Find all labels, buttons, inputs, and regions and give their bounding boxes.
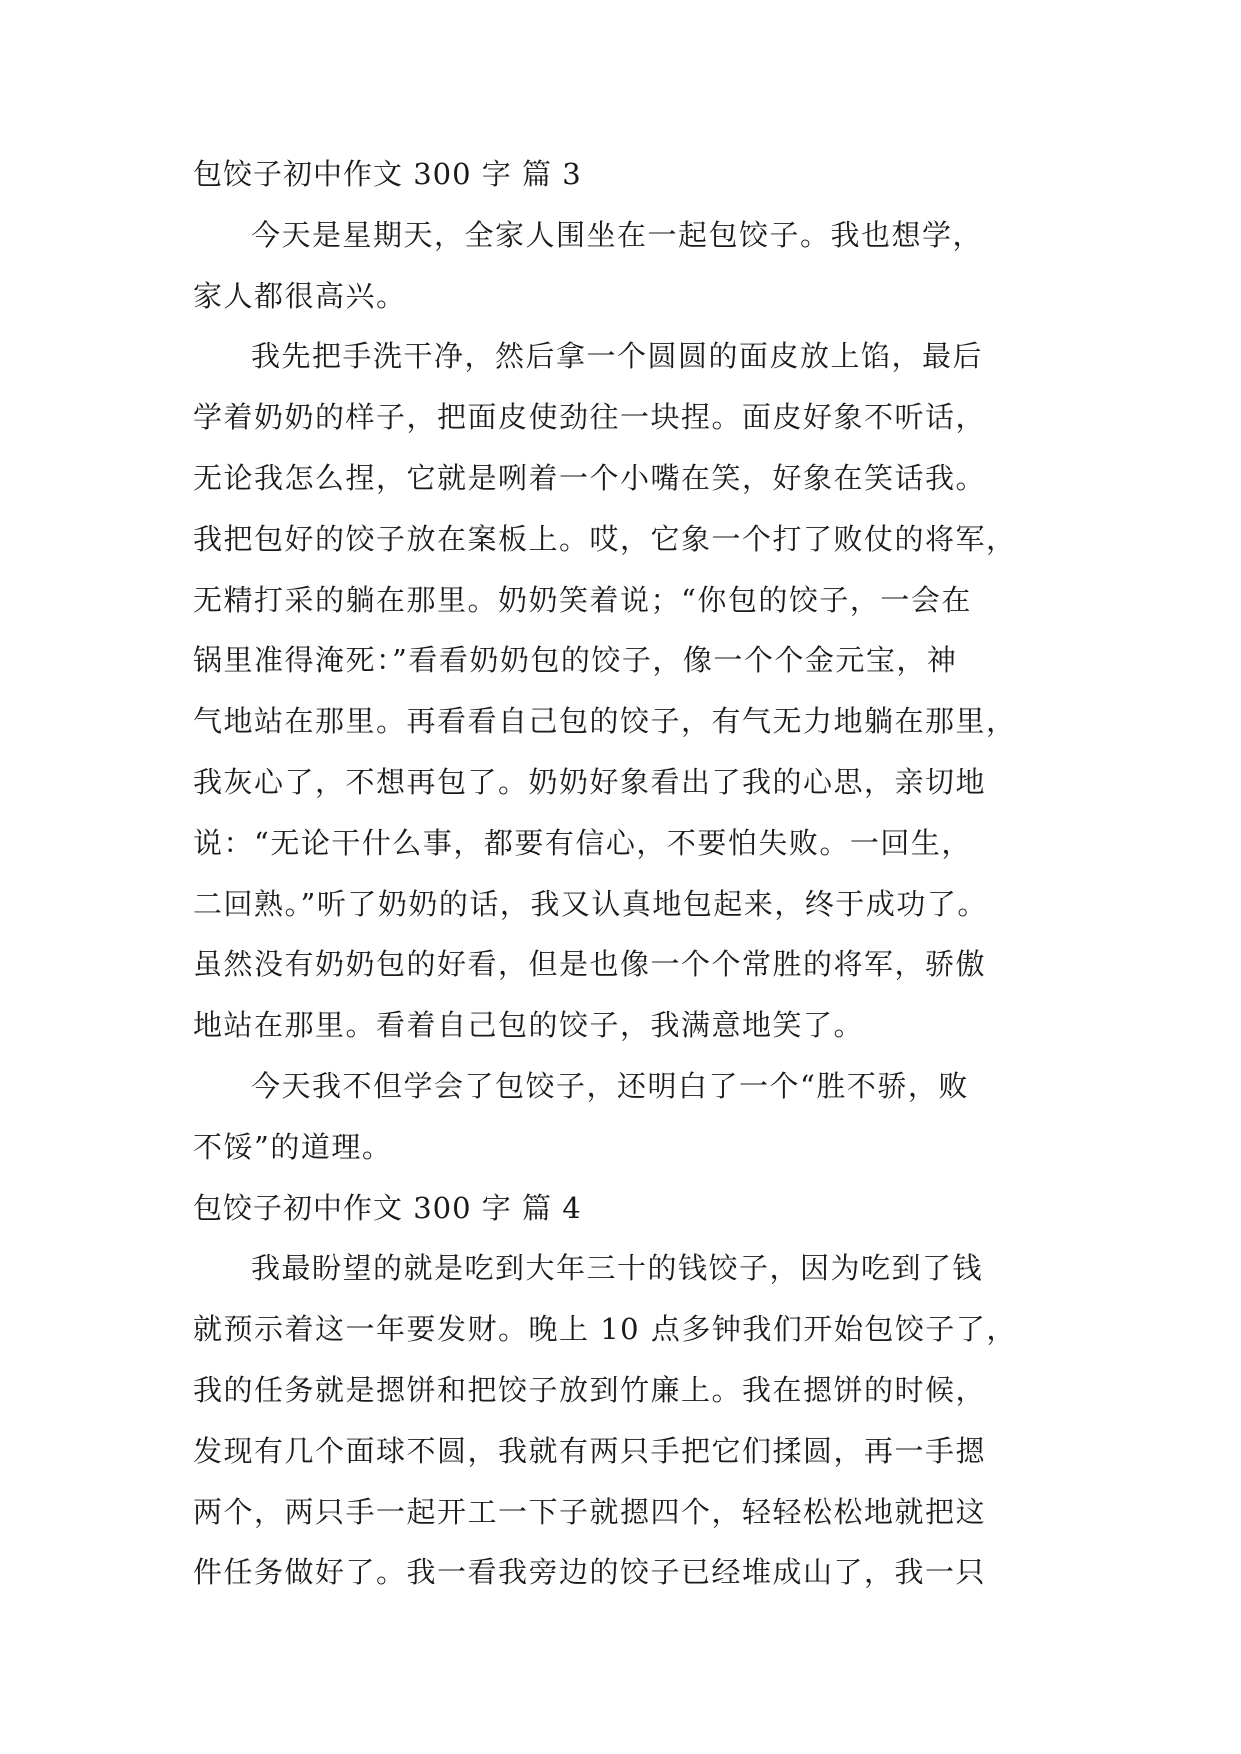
body-text-line: 无精打采的躺在那里。奶奶笑着说；“你包的饺子，一会在 <box>193 582 972 617</box>
body-text-line: 两个，两只手一起开工一下子就摁四个，轻轻松松地就把这 <box>193 1494 987 1529</box>
body-text-line: 我的任务就是摁饼和把饺子放到竹廉上。我在摁饼的时候， <box>193 1372 987 1407</box>
section-heading: 包饺子初中作文 300 字 篇 4 <box>193 1190 582 1225</box>
body-text-line: 二回熟。”听了奶奶的话，我又认真地包起来，终于成功了。 <box>193 886 988 921</box>
body-text-line: 说：“无论干什么事，都要有信心，不要怕失败。一回生， <box>193 825 972 860</box>
section-heading: 包饺子初中作文 300 字 篇 3 <box>193 157 582 191</box>
body-text-line: 不馁”的道理。 <box>193 1129 393 1164</box>
paragraph-first-line: 今天我不但学会了包饺子，还明白了一个“胜不骄，败 <box>251 1068 969 1103</box>
body-text-line: 虽然没有奶奶包的好看，但是也像一个个常胜的将军，骄傲 <box>193 947 987 982</box>
body-text-line: 就预示着这一年要发财。晚上 10 点多钟我们开始包饺子了， <box>193 1312 1017 1347</box>
body-text-line: 件任务做好了。我一看我旁边的饺子已经堆成山了，我一只 <box>193 1555 987 1590</box>
body-text-line: 无论我怎么捏，它就是咧着一个小嘴在笑，好象在笑话我。 <box>193 460 987 495</box>
body-text-line: 我把包好的饺子放在案板上。哎，它象一个打了败仗的将军， <box>193 521 1017 556</box>
body-text-line: 学着奶奶的样子，把面皮使劲往一块捏。面皮好象不听话， <box>193 400 987 435</box>
body-text-line: 地站在那里。看着自己包的饺子，我满意地笑了。 <box>193 1008 865 1043</box>
paragraph-first-line: 今天是星期天，全家人围坐在一起包饺子。我也想学， <box>251 217 984 252</box>
document-body <box>193 157 1073 1619</box>
body-text-line: 锅里准得淹死：”看看奶奶包的饺子，像一个个金元宝，神 <box>193 643 958 678</box>
paragraph-first-line: 我先把手洗干净，然后拿一个圆圆的面皮放上馅，最后 <box>251 339 984 374</box>
body-text-line: 气地站在那里。再看看自己包的饺子，有气无力地躺在那里， <box>193 704 1017 739</box>
body-text-line: 我灰心了，不想再包了。奶奶好象看出了我的心思，亲切地 <box>193 764 987 799</box>
body-text-line: 家人都很高兴。 <box>193 278 407 313</box>
paragraph-first-line: 我最盼望的就是吃到大年三十的钱饺子，因为吃到了钱 <box>251 1251 984 1286</box>
body-text-line: 发现有几个面球不圆，我就有两只手把它们揉圆，再一手摁 <box>193 1433 987 1468</box>
